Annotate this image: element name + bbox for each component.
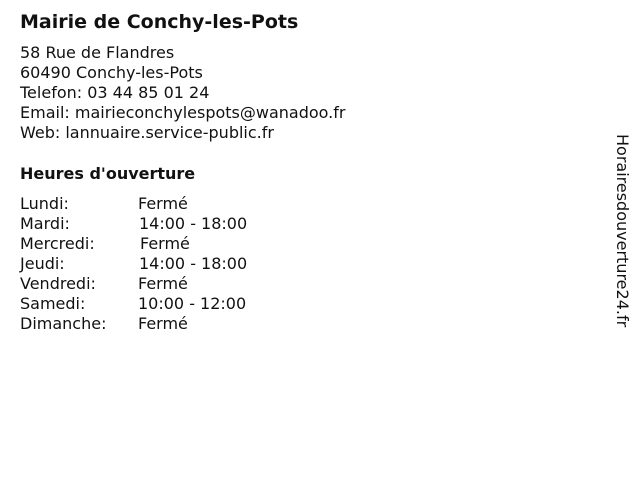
- day-label: Vendredi:: [20, 274, 96, 293]
- address-block: [20, 43, 345, 143]
- city-postcode: 60490 Conchy-les-Pots: [20, 63, 203, 82]
- watermark-text: Horairesdouverture24.fr: [613, 134, 632, 328]
- day-label: Lundi:: [20, 194, 69, 213]
- day-label: Mardi:: [20, 214, 70, 233]
- web-line: Web: lannuaire.service-public.fr: [20, 123, 274, 142]
- day-label: Jeudi:: [20, 254, 65, 273]
- page-title: Mairie de Conchy-les-Pots: [20, 11, 299, 33]
- street-address: 58 Rue de Flandres: [20, 43, 175, 62]
- day-label: Samedi:: [20, 294, 86, 313]
- day-hours: Fermé: [138, 314, 188, 333]
- day-hours: Fermé: [138, 194, 188, 213]
- day-label: Dimanche:: [20, 314, 107, 333]
- phone-line: Telefon: 03 44 85 01 24: [20, 83, 210, 102]
- day-hours: 10:00 - 12:00: [138, 294, 247, 313]
- email-line: Email: mairieconchylespots@wanadoo.fr: [20, 103, 346, 122]
- site-watermark: [611, 134, 633, 374]
- day-hours: Fermé: [140, 234, 190, 253]
- day-hours: 14:00 - 18:00: [139, 214, 248, 233]
- day-label: Mercredi:: [20, 234, 95, 253]
- day-hours: 14:00 - 18:00: [139, 254, 248, 273]
- day-hours: Fermé: [138, 274, 188, 293]
- hours-heading: Heures d'ouverture: [20, 164, 196, 183]
